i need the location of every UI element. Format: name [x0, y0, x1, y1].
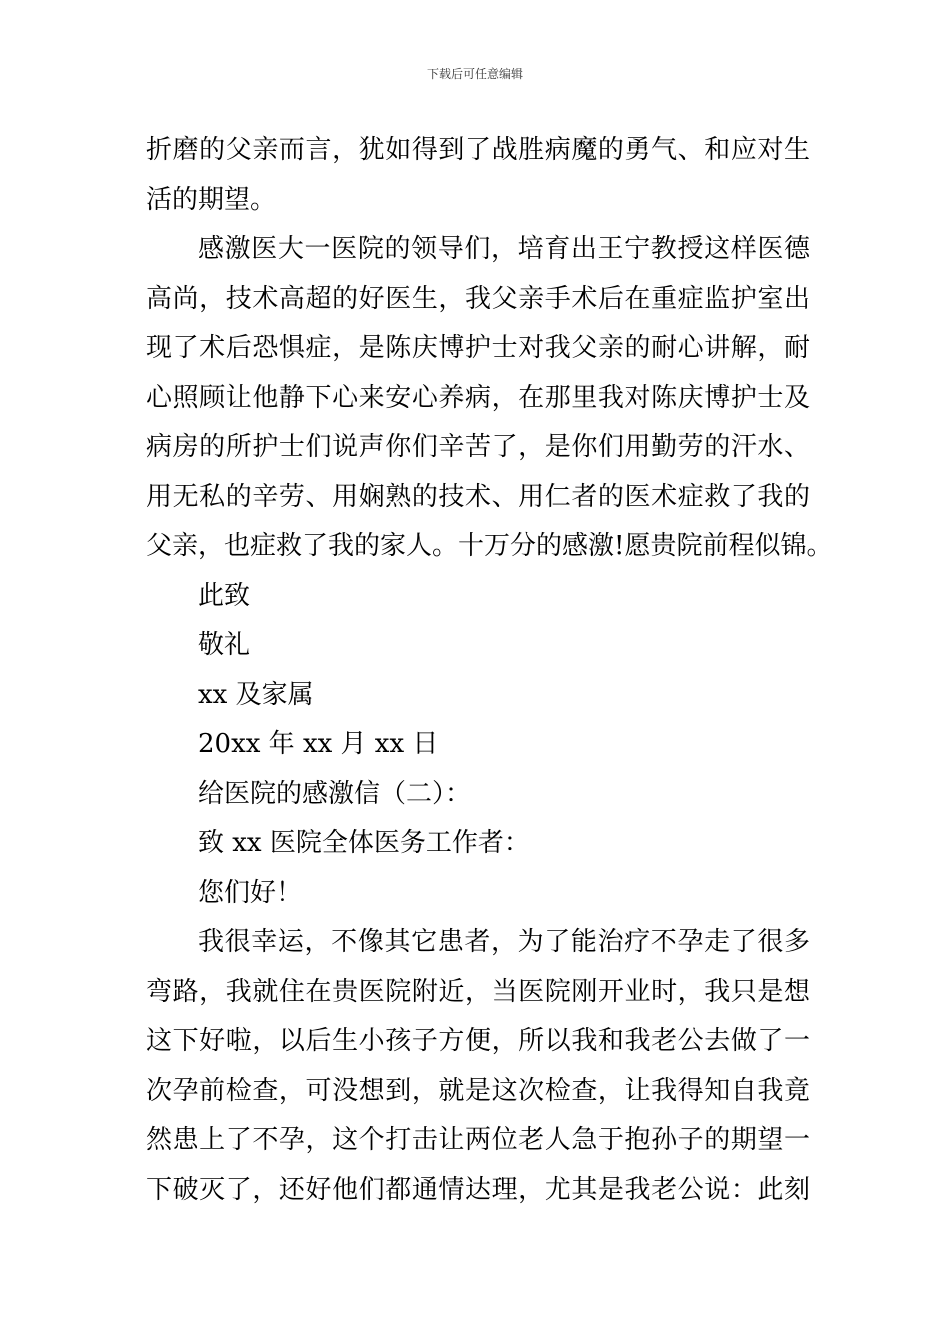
closing-line: 敬礼: [198, 630, 251, 660]
text-line: 病房的所护士们说声你们辛苦了，是你们用勤劳的汗水、: [146, 432, 810, 462]
text-line: 高尚，技术高超的好医生，我父亲手术后在重症监护室出: [146, 283, 810, 314]
greeting-line: 您们好！: [198, 877, 303, 908]
signature-line: xx 及家属: [198, 679, 314, 710]
text-line: 活的期望。: [146, 184, 277, 215]
page-header: 下载后可任意编辑: [426, 67, 523, 81]
text-line: 弯路，我就住在贵医院附近，当医院刚开业时，我只是想: [146, 976, 810, 1007]
text-line: 然患上了不孕，这个打击让两位老人急于抱孙子的期望一: [146, 1125, 810, 1155]
salutation-line: 致 xx 医院全体医务工作者：: [198, 828, 530, 858]
text-line: 用无私的辛劳、用娴熟的技术、用仁者的医术症救了我的: [146, 481, 810, 512]
date-line: 20xx 年 xx 月 xx 日: [198, 729, 439, 759]
text-line: 父亲，也症救了我的家人。十万分的感激!愿贵院前程似锦。: [146, 531, 833, 561]
text-line: 心照顾让他静下心来安心养病，在那里我对陈庆博护士及: [146, 382, 810, 413]
text-line: 下破灭了，还好他们都通情达理，尤其是我老公说：此刻: [146, 1174, 810, 1205]
text-line: 次孕前检查，可没想到，就是这次检查，让我得知自我竟: [146, 1075, 810, 1106]
document-body: [146, 126, 833, 1215]
text-line: 这下好啦，以后生小孩子方便，所以我和我老公去做了一: [146, 1026, 810, 1056]
text-line: 感激医大一医院的领导们，培育出王宁教授这样医德: [198, 234, 810, 264]
text-line: 折磨的父亲而言，犹如得到了战胜病魔的勇气、和应对生: [146, 135, 810, 165]
closing-line: 此致: [198, 580, 251, 611]
text-line: 我很幸运，不像其它患者，为了能治疗不孕走了很多: [198, 927, 810, 957]
text-line: 现了术后恐惧症，是陈庆博护士对我父亲的耐心讲解，耐: [146, 333, 810, 363]
section-title: 给医院的感激信（二）：: [198, 778, 472, 809]
